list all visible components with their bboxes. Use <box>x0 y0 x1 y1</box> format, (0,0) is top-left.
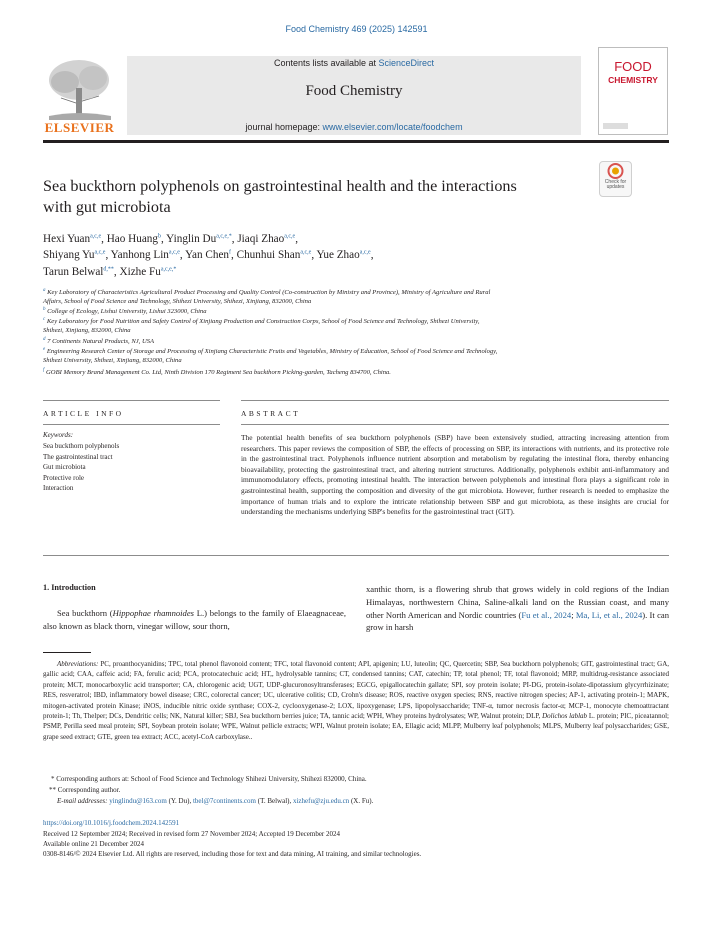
email-link[interactable]: xizhefu@zju.edu.cn <box>292 797 350 805</box>
affiliation-f <box>43 369 643 378</box>
homepage-prefix: journal homepage: <box>245 122 323 132</box>
article-info-heading: ARTICLE INFO <box>43 409 124 418</box>
email-owner: (T. Belwal), <box>255 797 293 805</box>
author-affiliation-mark[interactable]: a,c,e <box>359 249 371 256</box>
check-updates-icon <box>600 162 631 180</box>
affiliation-a <box>43 289 643 307</box>
author-affiliation-mark[interactable]: d,** <box>103 266 114 273</box>
asterisk-mark: * <box>51 775 55 783</box>
abbreviations-label: Abbreviations: <box>57 660 99 668</box>
affiliation-e <box>43 348 643 366</box>
author-name[interactable]: Hao Huang <box>106 233 158 245</box>
article-info-rule <box>43 424 220 425</box>
section-heading-introduction: 1. Introduction <box>43 583 96 592</box>
author-name[interactable]: Chunhui Shan <box>236 249 301 261</box>
affiliation-c <box>43 318 643 336</box>
keyword-item: Sea buckthorn polyphenols <box>43 442 120 450</box>
author-name[interactable]: Yanhong Lin <box>110 249 169 261</box>
affiliation-text: College of Ecology, Lishui University, Lishui 323000, China <box>47 308 207 315</box>
abbreviations-italic: Dolichos lablab <box>542 712 588 721</box>
author-name[interactable]: Tarun Belwal <box>43 266 104 278</box>
doi-link[interactable]: https://doi.org/10.1016/j.foodchem.2024.142591 <box>43 819 180 827</box>
corresponding-authors-note <box>43 774 669 784</box>
email-link[interactable]: tbel@7continents.com <box>192 797 256 805</box>
available-online-date: Available online 21 December 2024 <box>43 840 144 848</box>
abstract-heading: ABSTRACT <box>241 409 301 418</box>
email-owner: (Y. Du), <box>166 797 193 805</box>
keyword-item: The gastrointestinal tract <box>43 452 113 461</box>
affiliation-text-cont: Shihezi University, Shihezi, Xinjiang, 832000, China <box>43 356 182 364</box>
author-name[interactable]: Jiaqi Zhao <box>237 233 285 245</box>
author-affiliation-mark[interactable]: a,c,e <box>90 233 102 240</box>
abbreviations-text: L. protein; PIC, piceatannol; PSMP, Perilla seed meal protein; SPI, Soybean protein isolate; WPE, Walnut pellicle extracts; WPI, Walnut protein isolate; EA, Ellagic acid; MLPP, Mulberry leaf polyphenols; MLPS, Mulberry leaf polysaccharides; GSE, grape seed extract; GTE, green tea extract; ACC, acetyl-CoA carboxylase.. <box>43 712 669 741</box>
affiliation-mark: a <box>43 287 46 293</box>
affiliation-text-cont: Affairs, School of Food Science and Technology, Shihezi University, Shihezi, Xinjiang, 832000, China <box>43 297 312 305</box>
author-name[interactable]: Hexi Yuan <box>43 233 91 245</box>
article-title <box>43 176 588 218</box>
intro-text: ; <box>571 609 576 620</box>
affiliation-text: GOBI Memory Brand Management Co. Ltd, Ninth Division 170 Regiment Sea buckthorn Picking-garden, Tacheng 834700, China. <box>46 369 391 376</box>
title-line-2: with gut microbiota <box>43 198 171 216</box>
sciencedirect-link[interactable]: ScienceDirect <box>378 58 435 68</box>
author-affiliation-mark[interactable]: a,c,e <box>284 233 296 240</box>
citation-link[interactable]: Ma, Li, et al., 2024 <box>575 609 643 620</box>
journal-citation[interactable]: Food Chemistry 469 (2025) 142591 <box>285 24 428 34</box>
double-asterisk-mark: ** <box>49 786 56 794</box>
intro-text: Sea buckthorn ( <box>57 608 113 618</box>
intro-text: xanthic thorn, is a flowering shrub that grows widely in cold regions of the Indian Himalayas, northwestern China, Saline-alkali land on the Russian coast, and many other North American and Nordic countries ( <box>366 584 669 620</box>
corresponding-text: Corresponding authors at: School of Food Science and Technology Shihezi University, Shihezi 832000, China. <box>56 775 367 783</box>
check-updates-label: Check for updates <box>604 179 627 190</box>
affiliation-text: Key Laboratory of Characteristics Agricultural Product Processing and Quality Control (Co-construction by Ministry and Province), Ministry of Agriculture and Rural <box>47 289 491 296</box>
author-name[interactable]: Yan Chen <box>185 249 230 261</box>
author-name[interactable]: Shiyang Yu <box>43 249 95 261</box>
affiliation-mark: c <box>43 316 46 322</box>
journal-cover-thumbnail[interactable] <box>598 47 668 135</box>
affiliation-mark: f <box>43 367 45 373</box>
author-list-line-1: Hexi Yuan$^{a,c,e}$, Hao Huang$^b$, Yinglin $Du^{a,c,e,*}$, Jiaqi Zhao$^{a,c,e}$, <box>43 233 299 245</box>
abbreviations-text: PC, proanthocyanidins; TPC, total phenol flavonoid content; TFC, total flavonoid content; API, apigenin; LU, luteolin; QC, Quercetin; SBP, Sea buckthorn polyphenols; GIT, gastrointestinal tract; GA, gallic acid; CAA, caffeic acid; FA, ferulic acid; PCA, protocatechuic acid; HT,, hydrolysable tannins; CT, condensed tannins; CAT, catechin; TP, total phenol; TF, total flavonoid; MRP, multidrug-resistance associated protein; MCT, monocarboxylic acid transporter; CA, chlorogenic acid; UGT, UDP-glucuronosyltransferases; EGCG, epigallocatechin gallate; SPI, soy protein isolate; PI-DG, protein-isolate-dipotassium glycyrrhizinate; RES, resveratrol; IBD, inflammatory bowel disease; CRC, colorectal cancer; UC, ulcerative colitis; CD, Crohn's disease; ROS, reactive oxygen species; RNS, reactive nitrogen species; AP-1, activating protein-1; MAPK, mitogen-activated protein Kinase; iNOS, inducible nitric oxide synthase; COX-2, cyclooxygenase-2; LOX, lipoxygenase; LPS, lipopolysaccharide; TNF-α, tumor necrosis factor-α; MCP-1, monocyte chemoattractant protein-1; Th, Thelper; DCs, Dendritic cells; NK, Natural killer; SBJ, Sea buckthorn berries juice; TA, tannic acid; WPH, Whey proteins hydrolysates; WP, Walnut protein; DLP, <box>43 660 669 721</box>
species-name: Hippophae rhamnoides <box>112 608 195 618</box>
author-affiliation-mark[interactable]: a,c,e,* <box>216 233 232 240</box>
affiliation-mark: b <box>43 306 46 312</box>
received-dates: Received 12 September 2024; Received in revised form 27 November 2024; Accepted 19 December 2024 <box>43 830 341 838</box>
journal-name: Food Chemistry <box>305 83 403 99</box>
title-line-1: Sea buckthorn polyphenols on gastrointestinal health and the interactions <box>43 177 517 195</box>
author-name[interactable]: Xizhe Fu <box>119 266 161 278</box>
author-affiliation-mark[interactable]: f <box>229 249 232 256</box>
affiliation-text: 7 Continents Natural Products, NJ, USA <box>47 338 155 345</box>
keyword-item: Protective role <box>43 473 85 482</box>
email-owner: (X. Fu). <box>349 797 374 805</box>
corresponding-text: Corresponding author. <box>57 786 121 794</box>
affiliation-text: Engineering Research Center of Storage and Processing of Xinjiang Characteristic Fruits and Vegetables, Ministry of Education, School of Food Science and Technology, <box>46 348 498 355</box>
email-link[interactable]: yinglindu@163.com <box>109 797 167 805</box>
citation-link[interactable]: Fu et al., 2024 <box>521 609 572 620</box>
author-affiliation-mark[interactable]: a,c,e <box>300 249 312 256</box>
corresponding-author-note <box>43 785 669 795</box>
author-list-line-3: Tarun Belwal$^{d,**}$, Xizhe $Fu^{a,c,e,*}$ <box>43 266 177 278</box>
affiliation-b <box>43 308 643 317</box>
cover-title-chemistry: CHEMISTRY <box>608 75 658 85</box>
check-for-updates-badge[interactable] <box>599 161 632 197</box>
keywords-heading: Keywords: <box>43 431 74 439</box>
abstract-bottom-rule <box>43 555 669 556</box>
abstract-rule <box>241 424 669 425</box>
email-addresses <box>43 796 669 806</box>
affiliation-text-cont: Shihezi, Xinjiang, 832000, China <box>43 326 131 334</box>
author-affiliation-mark[interactable]: a,c,e <box>94 249 106 256</box>
author-name[interactable]: Yinglin Du <box>166 233 217 245</box>
affiliation-mark: e <box>43 346 46 352</box>
affiliation-mark: d <box>43 336 46 342</box>
affiliation-d <box>43 338 643 347</box>
footnote-rule <box>43 652 91 653</box>
abbreviations-footnote <box>43 659 669 742</box>
header-divider <box>43 140 669 143</box>
author-affiliation-mark[interactable]: a,c,e <box>168 249 180 256</box>
contents-prefix: Contents lists available at <box>273 58 379 68</box>
cover-logo-bar <box>603 123 628 129</box>
abstract-text: The potential health benefits of sea buckthorn polyphenols (SBP) have been extensively studied, attracting increasing attention from researchers. This paper reviews the composition of SBP, the effects of processing on SBP, its interactions with nutrients, and its protective role in the gastrointestinal tract. Polyphenols influence nutrient absorption and metabolism by regulating the intestinal flora, thereby enhancing bioavailability, protecting the gastrointestinal tract, and altering nutrient structures. Additionally, polyphenols exhibit anti-inflammatory and immunomodulatory effects, promoting intestinal health. The interaction between polyphenols and intestinal flora plays a significant role in gastrointestinal health, supporting the composition and diversity of the gut microbiota. However, further research is needed to emphasize the importance of human trials and to explore the intricate relationship between SBP and gut microbiota, as these insights are crucial for understanding the mechanisms underlying SBP's benefits for the gastrointestinal tract (GIT). <box>241 433 669 517</box>
email-label: E-mail addresses: <box>57 797 108 805</box>
copyright-notice: 0308-8146/© 2024 Elsevier Ltd. All rights are reserved, including those for text and data mining, AI training, and similar technologies. <box>43 850 422 858</box>
journal-homepage <box>127 122 581 132</box>
cover-title-food: FOOD <box>614 59 652 74</box>
publisher-wordmark: ELSEVIER <box>44 120 115 135</box>
abstract-top-rule <box>241 400 669 401</box>
affiliation-text: Key Laboratory for Food Nutrition and Safety Control of Xinjiang Production and Construction Corps, School of Food Science and Technology, Shihezi University, <box>46 318 480 325</box>
intro-text: ). It can grow in harsh <box>366 609 670 633</box>
author-affiliation-mark[interactable]: b <box>157 233 161 240</box>
author-affiliation-mark[interactable]: a,c,e,* <box>160 266 177 273</box>
author-list-line-2: Shiyang Yu$^{a,c,e}$, Yanhong Lin$^{a,c,e}$, Yan Chen$^f$, Chunhui Shan$^{a,c,e}$, Yue Zhao$^{a,c,e}$, <box>43 249 374 261</box>
keyword-list <box>43 441 220 494</box>
contents-available <box>127 58 581 68</box>
intro-paragraph-left <box>43 607 346 633</box>
intro-text: L.) belongs to the family of Elaeagnaceae, also known as black thorn, vinegar willow, sour thorn, <box>43 608 346 631</box>
homepage-link[interactable]: www.elsevier.com/locate/foodchem <box>322 122 463 132</box>
author-name[interactable]: Yue Zhao <box>316 249 360 261</box>
keyword-item: Interaction <box>43 484 74 493</box>
article-info-top-rule <box>43 400 220 401</box>
intro-paragraph-right <box>366 583 669 634</box>
keyword-item: Gut microbiota <box>43 463 86 472</box>
